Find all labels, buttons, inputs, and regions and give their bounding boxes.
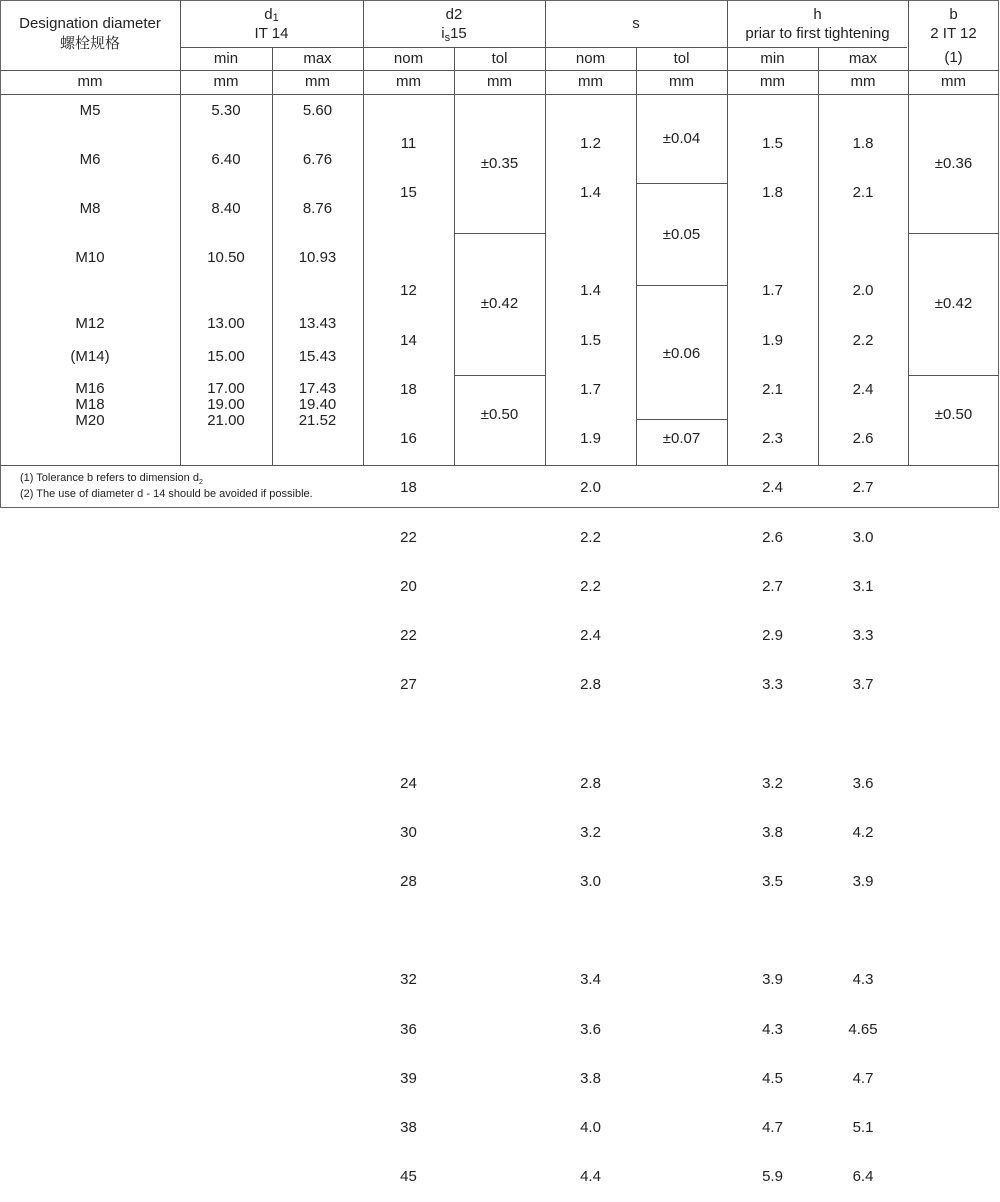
b-header: b (949, 6, 958, 23)
h-header: h (813, 6, 822, 23)
rule-btol-1 (908, 233, 999, 234)
d1-min-cell: 5.30 (211, 102, 241, 119)
unit-d2-nom: mm (396, 73, 421, 90)
vrule-6 (636, 47, 637, 465)
h-max-cell (818, 234, 908, 250)
s-nom-cell: 2.8 (580, 676, 601, 694)
s-nom-cell: 1.4 (580, 282, 601, 300)
h-min-cell: 2.7 (762, 577, 783, 595)
footnote-1-text: (1) Tolerance b refers to dimension d (20, 472, 199, 484)
h-min-cell: 1.9 (762, 331, 783, 349)
d1-max-cell: 21.52 (298, 412, 337, 429)
designation-header-cn: 螺栓规格 (59, 35, 120, 52)
s-tol-cell: ±0.05 (662, 226, 701, 243)
h-max-cell: 2.0 (852, 282, 874, 300)
s-nom-cell: 2.8 (580, 774, 601, 792)
designation-cell: M10 (75, 249, 105, 266)
rule-d2tol-1 (454, 233, 545, 234)
b-tol-cell: ±0.50 (934, 406, 973, 423)
footnote-1-subscript: 2 (198, 479, 203, 487)
unit-designation: mm (77, 73, 103, 90)
d2-tol-header: tol (491, 50, 508, 67)
d2-nom-cell: 22 (400, 528, 417, 546)
d1-max-cell: 13.43 (298, 315, 337, 332)
d1-min-cell: 21.00 (207, 412, 245, 429)
d1-max-cell: 19.40 (298, 396, 337, 413)
d2-nom-cell: 15 (400, 184, 417, 202)
unit-s-tol: mm (669, 73, 694, 90)
s-tol-cell: ±0.06 (662, 345, 701, 362)
h-max-cell: 2.1 (852, 184, 874, 202)
d1-max-cell: 17.43 (298, 380, 337, 397)
d2-header: d2 (445, 6, 463, 23)
h-min-cell: 5.9 (762, 1168, 783, 1186)
d2-nom-cell: 24 (400, 774, 417, 792)
h-desc: priar to first tightening (745, 25, 890, 42)
h-min-cell: 1.7 (762, 282, 783, 300)
h-max-cell: 4.65 (848, 1020, 878, 1038)
s-nom-cell: 4.4 (580, 1168, 601, 1186)
designation-cell: M6 (79, 151, 101, 168)
designation-cell: (M14) (70, 348, 110, 365)
unit-s-nom: mm (578, 73, 603, 90)
h-max-cell: 4.7 (852, 1069, 874, 1087)
h-min-cell: 1.5 (762, 134, 783, 152)
d2-nom-cell: 36 (400, 1020, 417, 1038)
h-min-cell: 4.3 (762, 1020, 783, 1038)
d1-grade: IT 14 (254, 25, 289, 42)
h-max-cell: 3.6 (852, 774, 874, 792)
unit-d1-max: mm (305, 73, 330, 90)
d2-nom-column (363, 103, 454, 1202)
s-nom-cell: 2.0 (580, 479, 601, 497)
h-max-cell: 2.7 (852, 479, 874, 497)
d2-nom-cell: 11 (400, 134, 417, 152)
designation-cell: M18 (75, 396, 105, 413)
s-nom-cell: 3.0 (580, 873, 601, 891)
designation-header: Designation diameter (19, 15, 161, 32)
designation-cell: M20 (75, 412, 105, 429)
h-min-cell: 2.1 (762, 380, 783, 398)
s-nom-cell: 1.7 (580, 380, 601, 398)
s-nom-cell (545, 726, 636, 742)
h-min-cell: 1.8 (762, 184, 783, 202)
h-min-cell: 3.8 (762, 823, 783, 841)
h-max-cell: 5.1 (852, 1119, 874, 1137)
d2-nom-cell: 27 (400, 676, 417, 694)
h-min-cell (727, 234, 818, 250)
d2-nom-cell: 20 (400, 577, 417, 595)
h-max-cell: 3.9 (852, 873, 874, 891)
rule-stol-3 (636, 419, 727, 420)
s-tol-cell: ±0.07 (662, 430, 701, 447)
b-note-ref: (1) (944, 49, 963, 66)
h-max-cell: 3.0 (852, 528, 874, 546)
rule-stol-1 (636, 183, 727, 184)
d1-max-cell: 10.93 (298, 249, 337, 266)
d2-nom-cell: 14 (400, 331, 417, 349)
d1-min-cell: 17.00 (207, 380, 245, 397)
h-min-header: min (760, 50, 785, 67)
h-min-cell: 2.3 (762, 430, 783, 448)
unit-h-min: mm (760, 73, 785, 90)
d2-nom-cell: 30 (400, 823, 417, 841)
d1-symbol: d (264, 6, 273, 23)
h-min-cell (727, 726, 818, 742)
s-tol-header: tol (673, 50, 690, 67)
s-nom-cell: 1.2 (580, 134, 601, 152)
h-max-cell: 3.3 (852, 626, 874, 644)
d1-max-cell: 8.76 (302, 200, 333, 217)
d2-nom-cell: 28 (400, 873, 417, 891)
d1-min-cell: 10.50 (207, 249, 245, 266)
h-max-cell (818, 923, 908, 939)
designation-cell: M8 (79, 200, 101, 217)
d2-nom-cell: 45 (400, 1168, 417, 1186)
d1-min-cell: 6.40 (211, 151, 241, 168)
rule-btol-2 (908, 375, 999, 376)
d2-nom-cell: 16 (400, 430, 417, 448)
footnote-2: (2) The use of diameter d - 14 should be avoided if possible. (20, 488, 313, 500)
designation-cell: M16 (75, 380, 105, 397)
h-max-header: max (848, 50, 878, 67)
designation-cell: M12 (75, 315, 105, 332)
s-nom-cell (545, 234, 636, 250)
rule-subheader (180, 47, 907, 48)
b-tol-cell: ±0.42 (934, 295, 973, 312)
h-max-cell: 3.1 (852, 577, 874, 595)
s-nom-column (545, 103, 636, 1202)
d2-nom-cell: 38 (400, 1119, 417, 1137)
d2-nom-cell (363, 234, 454, 250)
h-min-cell: 3.2 (762, 774, 783, 792)
d1-max-cell: 6.76 (302, 151, 333, 168)
s-nom-header: nom (575, 50, 606, 67)
d2-nom-header: nom (393, 50, 424, 67)
s-header: s (632, 15, 640, 32)
s-nom-cell: 3.2 (580, 823, 601, 841)
s-nom-cell: 1.5 (580, 331, 601, 349)
s-nom-cell: 1.9 (580, 430, 601, 448)
rule-header-bottom (0, 70, 999, 71)
h-max-cell: 4.3 (852, 971, 874, 989)
d2-tol-cell: ±0.35 (480, 155, 519, 172)
d2-nom-cell (363, 726, 454, 742)
h-max-column (818, 103, 908, 1202)
h-min-cell (727, 923, 818, 939)
s-nom-cell: 3.6 (580, 1020, 601, 1038)
h-max-cell: 2.4 (852, 380, 874, 398)
s-nom-cell (545, 923, 636, 939)
d2-grade-number: 15 (450, 25, 467, 42)
footnote-1 (20, 472, 203, 489)
d2-tol-cell: ±0.50 (480, 406, 519, 423)
d2-nom-cell: 12 (400, 282, 417, 300)
h-min-cell: 3.9 (762, 971, 783, 989)
h-max-cell: 2.6 (852, 430, 874, 448)
h-max-cell: 2.2 (852, 331, 874, 349)
d1-max-cell: 5.60 (302, 102, 333, 119)
h-min-cell: 2.9 (762, 626, 783, 644)
d2-nom-cell: 18 (400, 380, 417, 398)
d2-nom-cell: 32 (400, 971, 417, 989)
h-min-cell: 4.5 (762, 1069, 783, 1087)
d2-nom-cell: 18 (400, 479, 417, 497)
h-max-cell (818, 726, 908, 742)
b-grade: 2 IT 12 (930, 25, 977, 42)
h-min-cell: 2.4 (762, 479, 783, 497)
h-max-cell: 6.4 (852, 1168, 874, 1186)
h-min-cell: 2.6 (762, 528, 783, 546)
vrule-9 (908, 0, 909, 465)
rule-units-bottom (0, 94, 999, 95)
s-nom-cell: 2.2 (580, 577, 601, 595)
s-nom-cell: 3.8 (580, 1069, 601, 1087)
d1-max-header: max (303, 50, 332, 67)
s-nom-cell: 1.4 (580, 184, 601, 202)
h-min-cell: 3.5 (762, 873, 783, 891)
designation-cell: M5 (79, 102, 101, 119)
s-nom-cell: 2.4 (580, 626, 601, 644)
vrule-4 (454, 47, 455, 465)
h-min-cell: 3.3 (762, 676, 783, 694)
d2-grade-subscript: s (444, 32, 451, 44)
h-max-cell: 4.2 (852, 823, 874, 841)
d1-min-cell: 19.00 (207, 396, 245, 413)
d1-subscript: 1 (272, 12, 279, 24)
h-min-cell: 4.7 (762, 1119, 783, 1137)
h-min-column (727, 103, 818, 1202)
unit-b: mm (941, 73, 966, 90)
d2-nom-cell: 22 (400, 626, 417, 644)
d2-grade-prefix: i (441, 25, 445, 42)
d1-min-header: min (213, 50, 239, 67)
d1-header (180, 7, 363, 26)
s-nom-cell: 3.4 (580, 971, 601, 989)
d1-min-cell: 8.40 (211, 200, 241, 217)
d2-nom-cell (363, 923, 454, 939)
b-tol-cell: ±0.36 (934, 155, 973, 172)
s-tol-cell: ±0.04 (662, 130, 701, 147)
unit-h-max: mm (850, 73, 876, 90)
h-max-cell: 3.7 (852, 676, 874, 694)
d2-tol-cell: ±0.42 (480, 295, 519, 312)
d1-min-cell: 13.00 (207, 315, 245, 332)
s-nom-cell: 2.2 (580, 528, 601, 546)
d2-nom-cell: 39 (400, 1069, 417, 1087)
unit-d2-tol: mm (487, 73, 512, 90)
d1-max-cell: 15.43 (298, 348, 337, 365)
h-max-cell: 1.8 (852, 134, 874, 152)
s-nom-cell: 4.0 (580, 1119, 601, 1137)
rule-d2tol-2 (454, 375, 545, 376)
unit-d1-min: mm (213, 73, 239, 90)
rule-stol-2 (636, 285, 727, 286)
d2-grade (363, 26, 545, 46)
d1-min-cell: 15.00 (207, 348, 245, 365)
